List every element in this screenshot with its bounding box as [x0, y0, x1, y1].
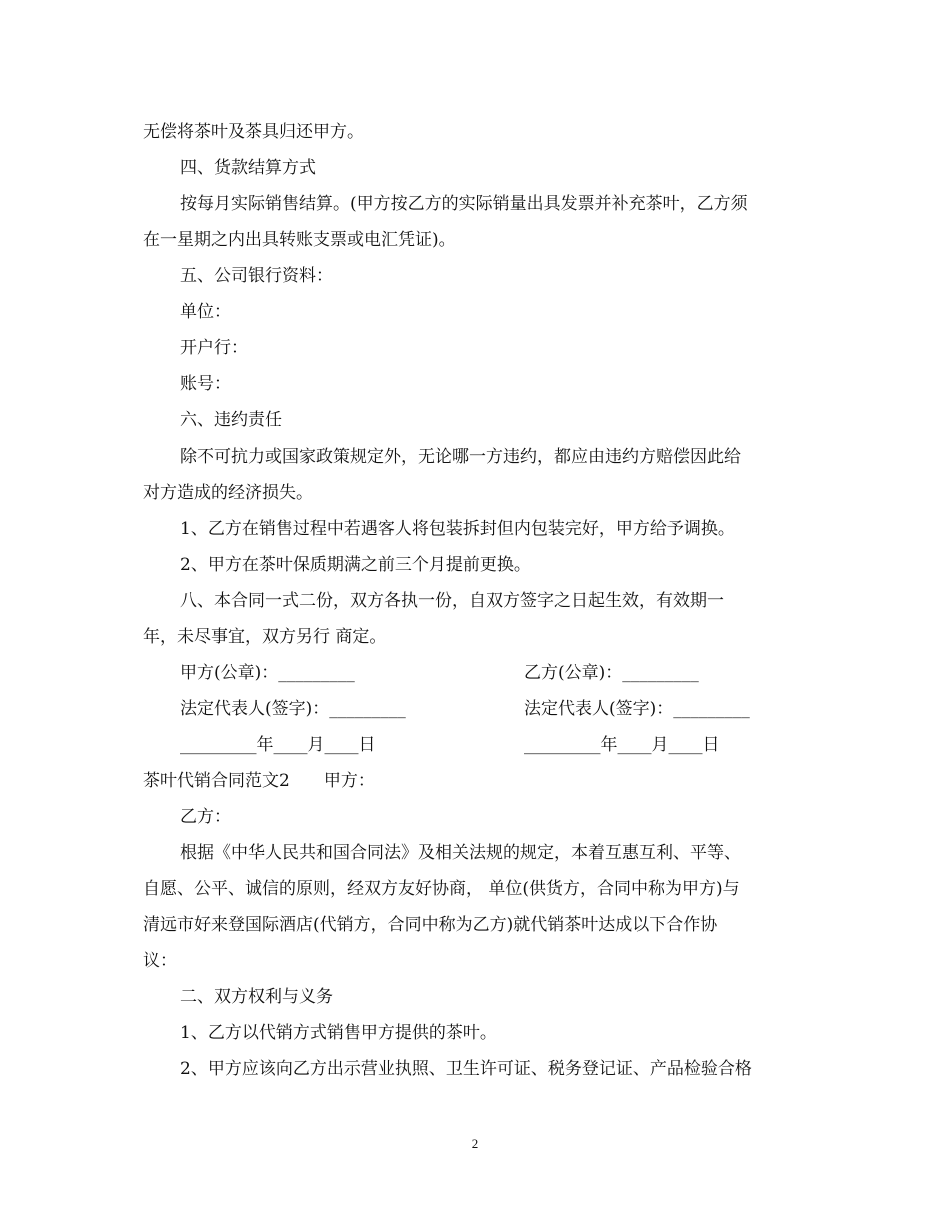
text-line: 对方造成的经济损失。 — [143, 483, 313, 503]
section-heading-rights: 二、双方权利与义务 — [180, 987, 333, 1007]
text-line: 2、甲方在茶叶保质期满之前三个月提前更换。 — [180, 555, 531, 575]
party-b-label: 乙方： — [180, 807, 231, 827]
section-heading-bank: 五、公司银行资料： — [180, 266, 333, 286]
text-line: 年，未尽事宜，双方另行 商定。 — [143, 627, 387, 647]
page-number: 2 — [471, 1136, 479, 1151]
text-line: 1、乙方在销售过程中若遇客人将包装拆封但内包装完好，甲方给予调换。 — [180, 519, 735, 539]
party-a-seal-field: 甲方(公章)：_________ — [180, 663, 355, 683]
text-line: 除不可抗力或国家政策规定外，无论哪一方违约，都应由违约方赔偿因此给 — [180, 447, 741, 467]
text-line: 在一星期之内出具转账支票或电汇凭证)。 — [143, 230, 456, 250]
text-line: 按每月实际销售结算。(甲方按乙方的实际销量出具发票并补充茶叶，乙方须 — [180, 194, 748, 214]
field-label-bank: 开户行： — [180, 338, 248, 358]
party-b-representative-field: 法定代表人(签字)：_________ — [524, 699, 750, 719]
text-line: 议： — [143, 951, 177, 971]
field-label-unit: 单位： — [180, 302, 231, 322]
text-line: 1、乙方以代销方式销售甲方提供的茶叶。 — [180, 1023, 497, 1043]
section-heading-payment: 四、货款结算方式 — [180, 158, 316, 178]
field-label-account: 账号： — [180, 374, 231, 394]
text-line: 根据《中华人民共和国合同法》及相关法规的规定，本着互惠互利、平等、 — [180, 843, 741, 863]
text-line: 2、甲方应该向乙方出示营业执照、卫生许可证、税务登记证、产品检验合格 — [180, 1059, 752, 1079]
party-a-representative-field: 法定代表人(签字)：_________ — [180, 699, 406, 719]
section-heading-liability: 六、违约责任 — [180, 410, 282, 430]
party-a-date-field: _________年____月____日 — [180, 735, 376, 755]
text-line: 自愿、公平、诚信的原则，经双方友好协商， 单位(供货方，合同中称为甲方)与 — [143, 879, 740, 899]
text-line: 八、本合同一式二份，双方各执一份，自双方签字之日起生效，有效期一 — [180, 591, 724, 611]
party-b-date-field: _________年____月____日 — [524, 735, 720, 755]
text-line: 无偿将茶叶及茶具归还甲方。 — [143, 122, 364, 142]
party-b-seal-field: 乙方(公章)：_________ — [524, 663, 699, 683]
document-subtitle: 茶叶代销合同范文2 甲方： — [143, 771, 375, 791]
text-line: 清远市好来登国际酒店(代销方，合同中称为乙方)就代销茶叶达成以下合作协 — [143, 915, 718, 935]
